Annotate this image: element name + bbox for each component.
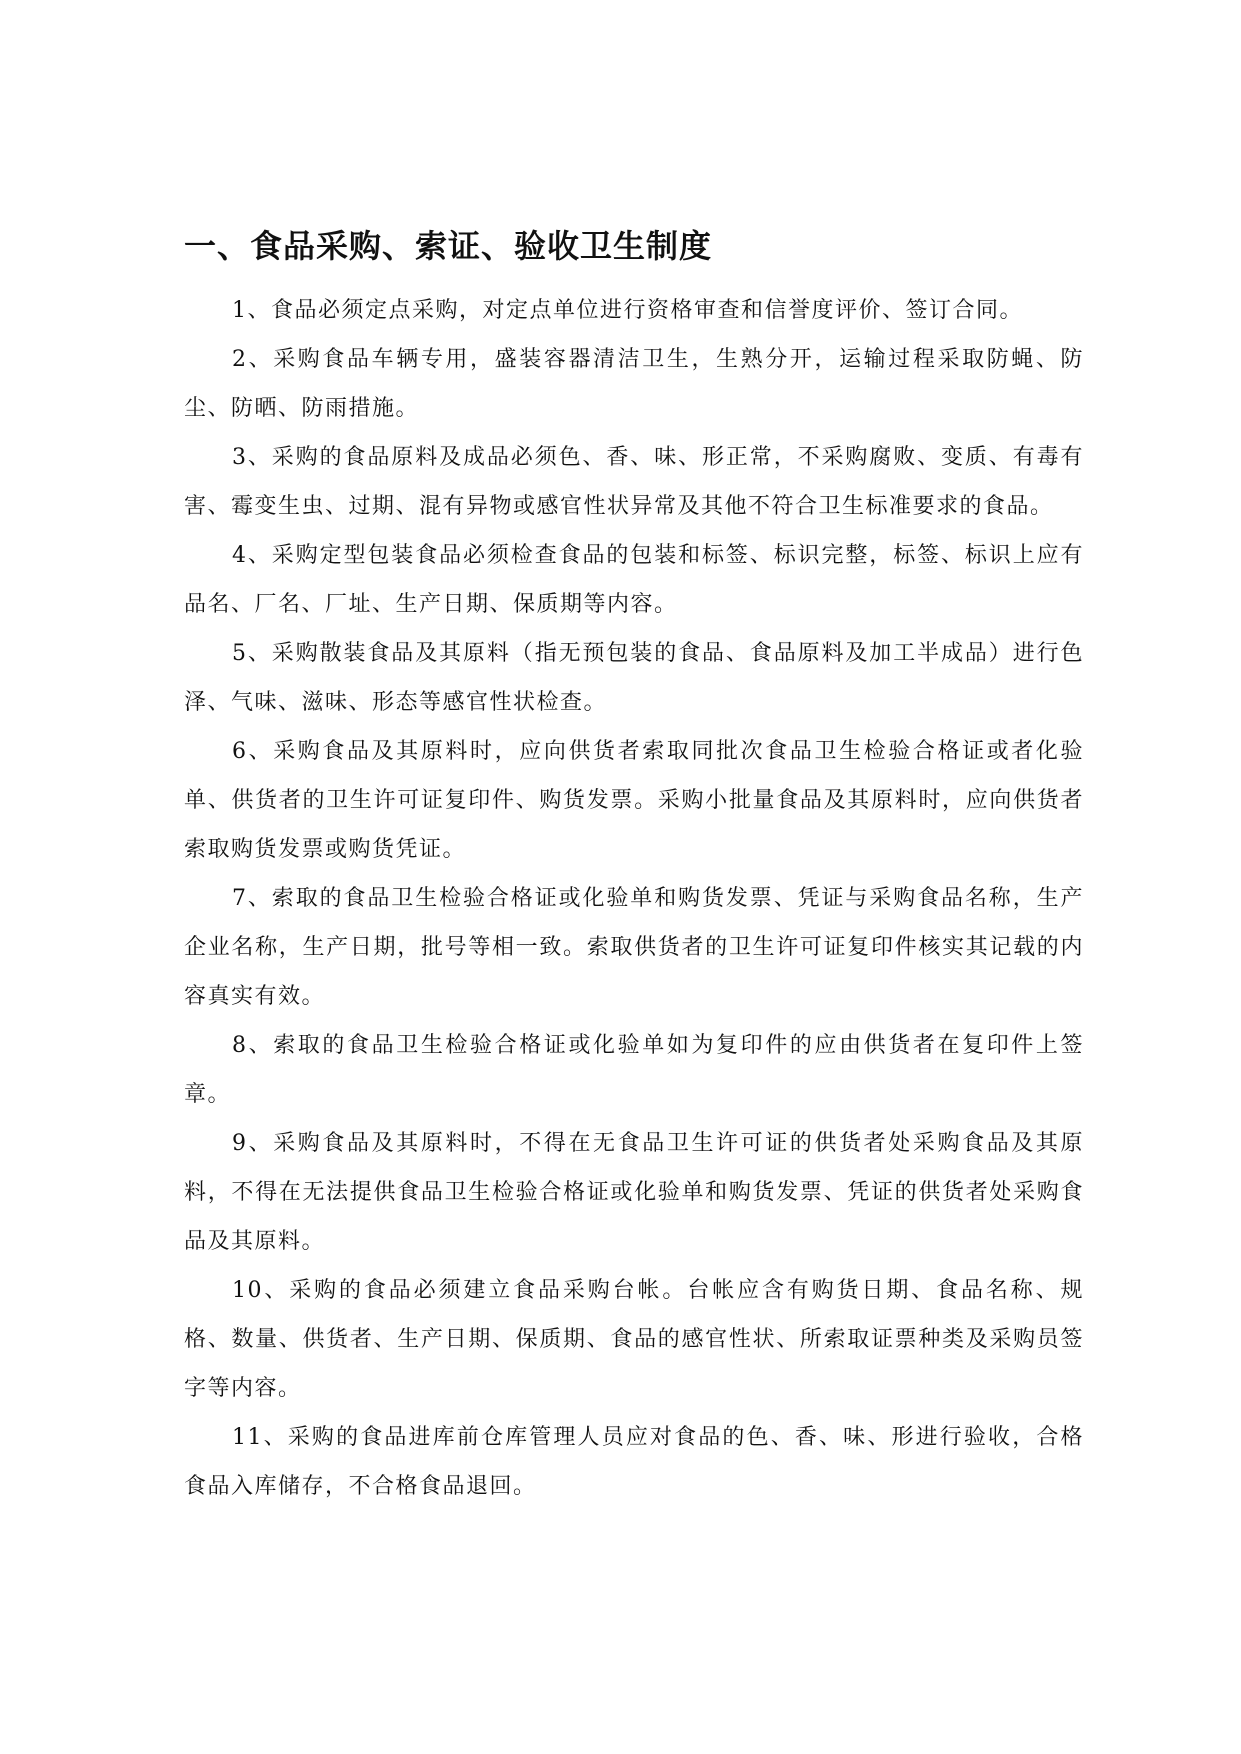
paragraph-1: 1、食品必须定点采购，对定点单位进行资格审查和信誉度评价、签订合同。 (232, 298, 1023, 323)
paragraph-10: 10、采购的食品必须建立食品采购台帐。台帐应含有购货日期、食品名称、规格、数量、供货者、生产日期、保质期、食品的感官性状、所索取证票种类及采购员签字等内容。 (184, 1278, 1084, 1401)
paragraph-2: 2、采购食品车辆专用，盛装容器清洁卫生，生熟分开，运输过程采取防蝇、防尘、防晒、防雨措施。 (184, 347, 1084, 421)
document-page (184, 224, 1084, 1511)
paragraph-3: 3、采购的食品原料及成品必须色、香、味、形正常，不采购腐败、变质、有毒有害、霉变生虫、过期、混有异物或感官性状异常及其他不符合卫生标准要求的食品。 (184, 445, 1084, 519)
paragraph-8: 8、索取的食品卫生检验合格证或化验单如为复印件的应由供货者在复印件上签章。 (184, 1033, 1084, 1107)
page-title: 一、食品采购、索证、验收卫生制度 (184, 227, 713, 265)
paragraph-4: 4、采购定型包装食品必须检查食品的包装和标签、标识完整，标签、标识上应有品名、厂名、厂址、生产日期、保质期等内容。 (184, 543, 1084, 617)
paragraph-6: 6、采购食品及其原料时，应向供货者索取同批次食品卫生检验合格证或者化验单、供货者的卫生许可证复印件、购货发票。采购小批量食品及其原料时，应向供货者索取购货发票或购货凭证。 (184, 739, 1084, 862)
paragraph-11: 11、采购的食品进库前仓库管理人员应对食品的色、香、味、形进行验收，合格食品入库储存，不合格食品退回。 (184, 1425, 1084, 1499)
paragraph-5: 5、采购散装食品及其原料（指无预包装的食品、食品原料及加工半成品）进行色泽、气味、滋味、形态等感官性状检查。 (184, 641, 1084, 715)
paragraph-9: 9、采购食品及其原料时，不得在无食品卫生许可证的供货者处采购食品及其原料，不得在无法提供食品卫生检验合格证或化验单和购货发票、凭证的供货者处采购食品及其原料。 (184, 1131, 1084, 1254)
paragraph-7: 7、索取的食品卫生检验合格证或化验单和购货发票、凭证与采购食品名称，生产企业名称，生产日期，批号等相一致。索取供货者的卫生许可证复印件核实其记载的内容真实有效。 (184, 886, 1084, 1009)
